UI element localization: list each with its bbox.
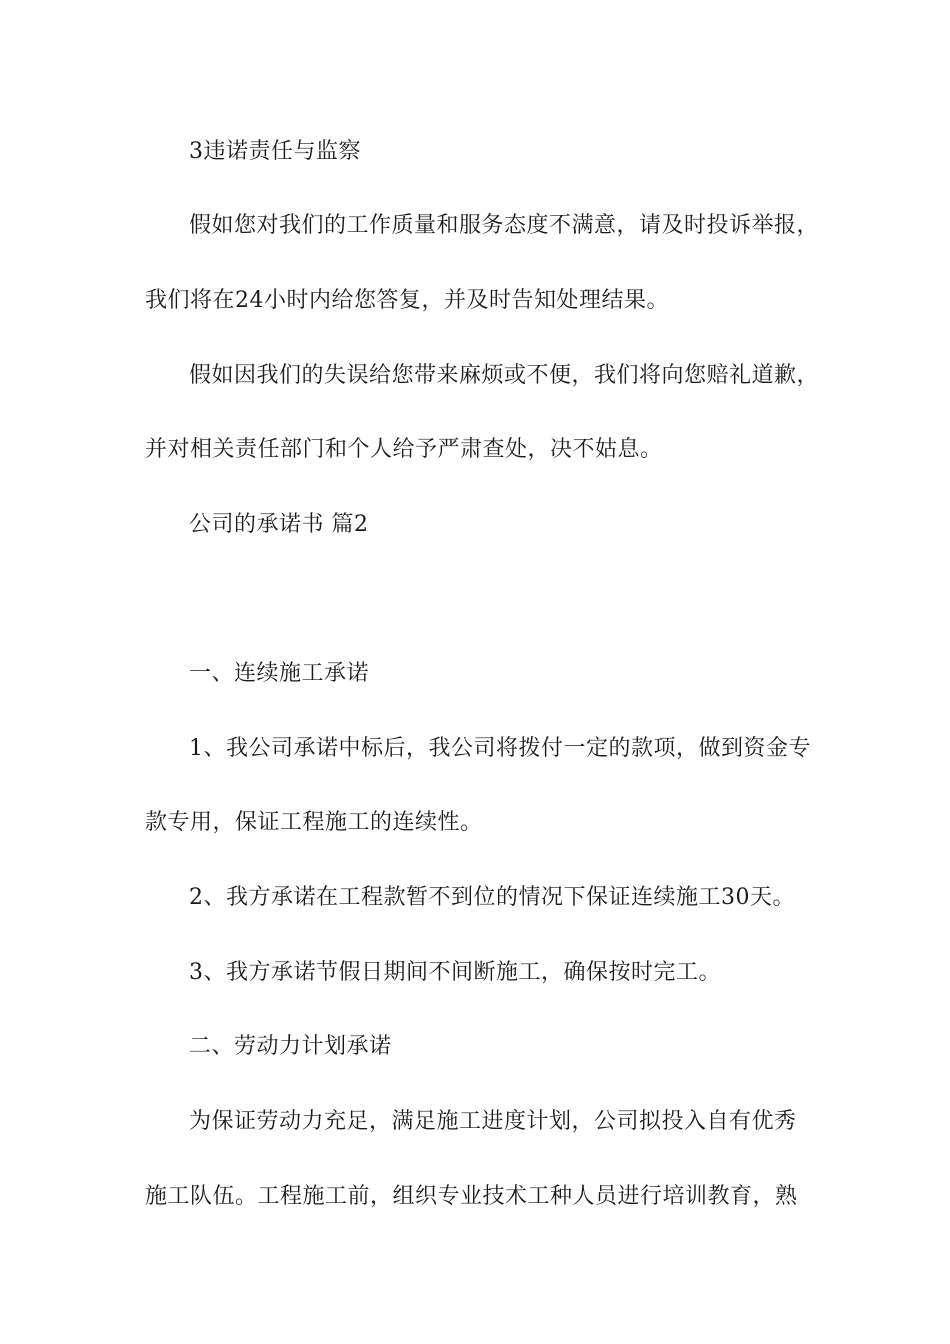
paragraph-line: 施工队伍。工程施工前，组织专业技术工种人员进行培训教育，熟 [145, 1184, 798, 1209]
paragraph-line: 假如您对我们的工作质量和服务态度不满意，请及时投诉举报， [189, 213, 820, 238]
section-heading-labor-plan: 二、劳动力计划承诺 [189, 1034, 392, 1059]
paragraph-line: 款专用，保证工程施工的连续性。 [145, 810, 483, 835]
section-heading-breach-liability: 3违诺责任与监察 [189, 139, 361, 164]
paragraph-line: 并对相关责任部门和个人给予严肃查处，决不姑息。 [145, 437, 663, 462]
paragraph-line: 2、我方承诺在工程款暂不到位的情况下保证连续施工30天。 [189, 885, 795, 910]
section-heading-continuous-construction: 一、连续施工承诺 [189, 661, 370, 686]
paragraph-line: 1、我公司承诺中标后，我公司将拨付一定的款项，做到资金专 [189, 736, 811, 761]
article-title: 公司的承诺书 篇2 [189, 512, 369, 537]
paragraph-line: 我们将在24小时内给您答复，并及时告知处理结果。 [145, 288, 669, 313]
paragraph-line: 为保证劳动力充足，满足施工进度计划，公司拟投入自有优秀 [189, 1109, 797, 1134]
paragraph-line: 3、我方承诺节假日期间不间断施工，确保按时完工。 [189, 960, 721, 985]
paragraph-line: 假如因我们的失误给您带来麻烦或不便，我们将向您赔礼道歉， [189, 363, 820, 388]
